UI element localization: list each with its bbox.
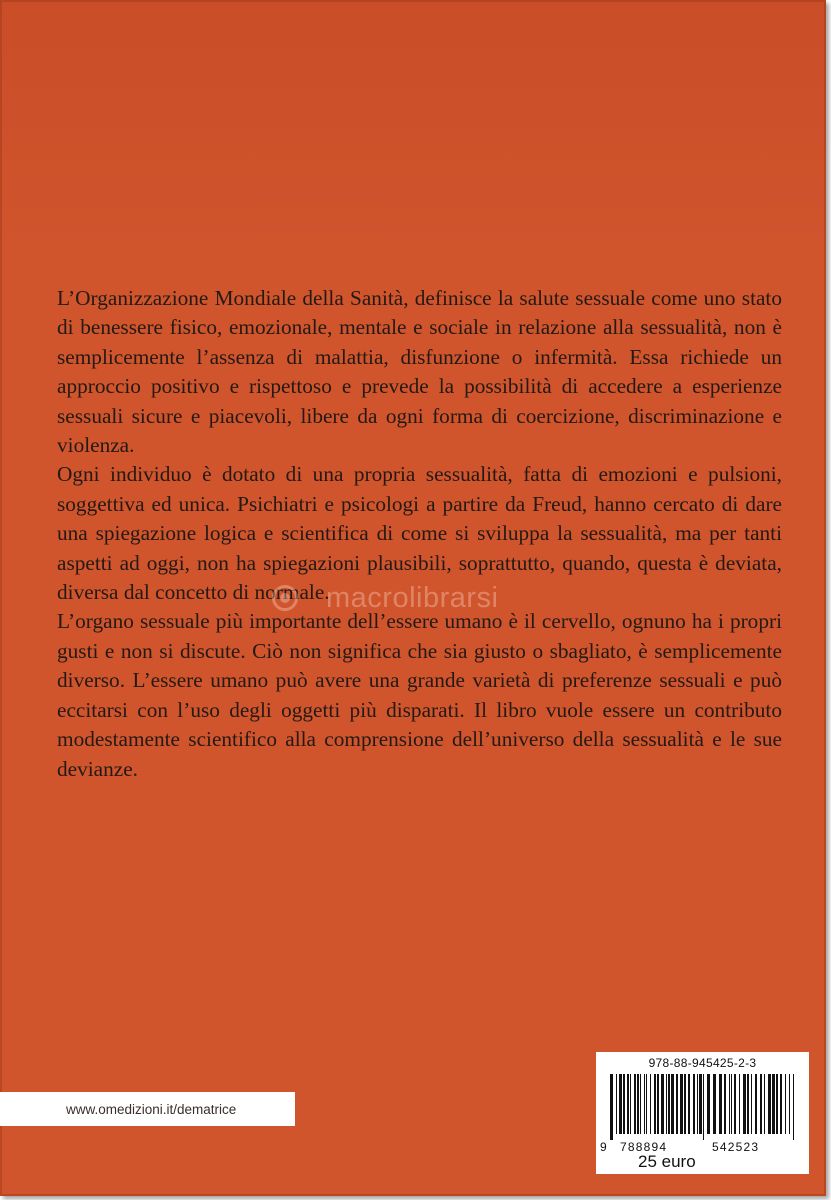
isbn-label: 978-88-945425-2-3 [648, 1056, 757, 1070]
barcode-digit-first: 9 [600, 1140, 608, 1154]
price-label: 25 euro [638, 1152, 696, 1171]
watermark-text: macrolibrarsi [326, 581, 499, 614]
publisher-website[interactable]: www.omedizioni.it/dematrice [66, 1101, 237, 1117]
blurb-paragraph-1: L’Organizzazione Mondiale della Sanità, definisce la salute sessuale come uno stato di benessere fisico, emozionale, mentale e sociale in relazione alla sessualità, non è semplicemente l’assenza di malattia, disfunzione o infermità. Essa richiede un approccio positivo e rispettoso e prevede la possibilità di accedere a esperienze sessuali sicure e piacevoli, libere da ogni forma di coercizione, discriminazione e violenza. [57, 286, 782, 458]
back-cover-blurb [57, 284, 782, 784]
barcode-digits-left: 788894 [620, 1140, 668, 1154]
barcode-panel [596, 1052, 809, 1174]
cover-shading [0, 0, 826, 260]
blurb-paragraph-3: L’organo sessuale più importante dell’essere umano è il cervello, ognuno ha i propri gusti e non si discute. Ciò non significa che sia giusto o sbagliato, è semplicemente diverso. L’essere umano può avere una grande varietà di preferenze sessuali e può eccitarsi con l’uso degli oggetti più disparati. Il libro vuole essere un contributo modestamente scientifico alla comprensione dell’universo della sessualità e le sue devianze. [57, 609, 782, 781]
barcode-digits-right: 542523 [712, 1140, 760, 1154]
publisher-url-strip [0, 1092, 295, 1126]
blurb-paragraph-2: Ogni individuo è dotato di una propria sessualità, fatta di emozioni e pulsioni, soggettiva ed unica. Psichiatri e psicologi a partire da Freud, hanno cercato di dare una spiegazione logica e scientifica di come si sviluppa la sessualità, ma per tanti aspetti ad oggi, non ha spiegazioni plausibili, soprattutto, quando, questa è deviata, diversa dal concetto di normale. [57, 462, 782, 605]
barcode-digits [600, 1140, 800, 1154]
barcode-icon [610, 1074, 798, 1140]
